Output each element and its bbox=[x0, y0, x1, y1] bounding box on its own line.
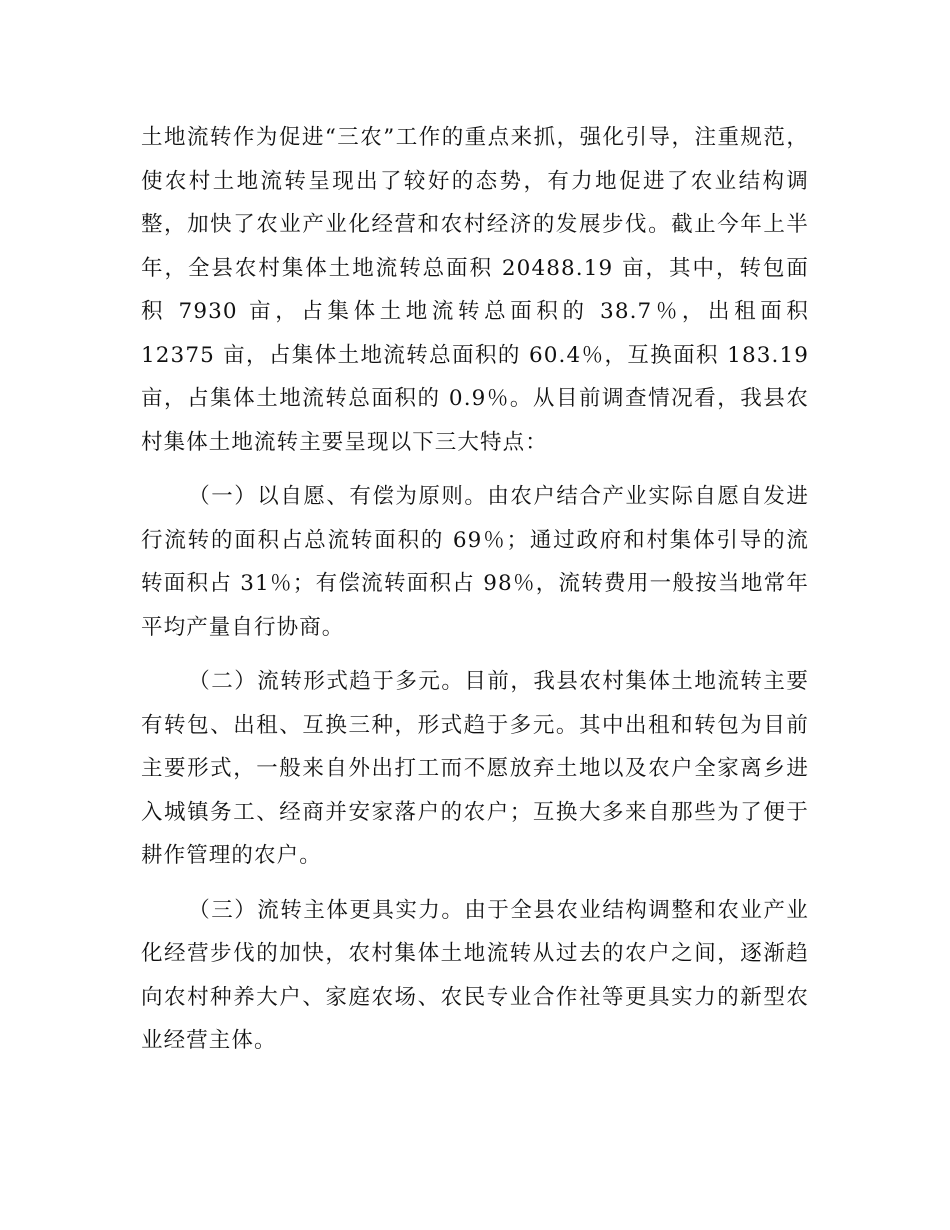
paragraph-feature-diverse-forms: （二）流转形式趋于多元。目前，我县农村集体土地流转主要有转包、出租、互换三种，形式趋于多元。其中出租和转包为目前主要形式，一般来自外出打工而不愿放弃土地以及农户全家离乡进入城镇务工、经商并安家落户的农户；互换大多来自那些为了便于耕作管理的农户。 bbox=[141, 669, 809, 868]
paragraph-feature-stronger-subjects: （三）流转主体更具实力。由于全县农业结构调整和农业产业化经营步伐的加快，农村集体土地流转从过去的农户之间，逐渐趋向农村种养大户、家庭农场、农民专业合作社等更具实力的新型农业经营主体。 bbox=[141, 897, 809, 1053]
paragraph-land-transfer-overview: 土地流转作为促进“三农”工作的重点来抓，强化引导，注重规范，使农村土地流转呈现出了较好的态势，有力地促进了农业结构调整，加快了农业产业化经营和农村经济的发展步伐。截止今年上半年，全县农村集体土地流转总面积 20488.19 亩，其中，转包面积 7930 亩，占集体土地流转总面积的 38.7％，出租面积 12375 亩，占集体土地流转总面积的 60.4％，互换面积 183.19 亩，占集体土地流转总面积的 0.9％。从目前调查情况看，我县农村集体土地流转主要呈现以下三大特点： bbox=[141, 125, 809, 455]
document-page bbox=[141, 116, 809, 1063]
paragraph-feature-voluntary-paid: （一）以自愿、有偿为原则。由农户结合产业实际自愿自发进行流转的面积占总流转面积的 69％；通过政府和村集体引导的流转面积占 31％；有偿流转面积占 98％，流转费用一般按当地常年平均产量自行协商。 bbox=[141, 484, 809, 640]
